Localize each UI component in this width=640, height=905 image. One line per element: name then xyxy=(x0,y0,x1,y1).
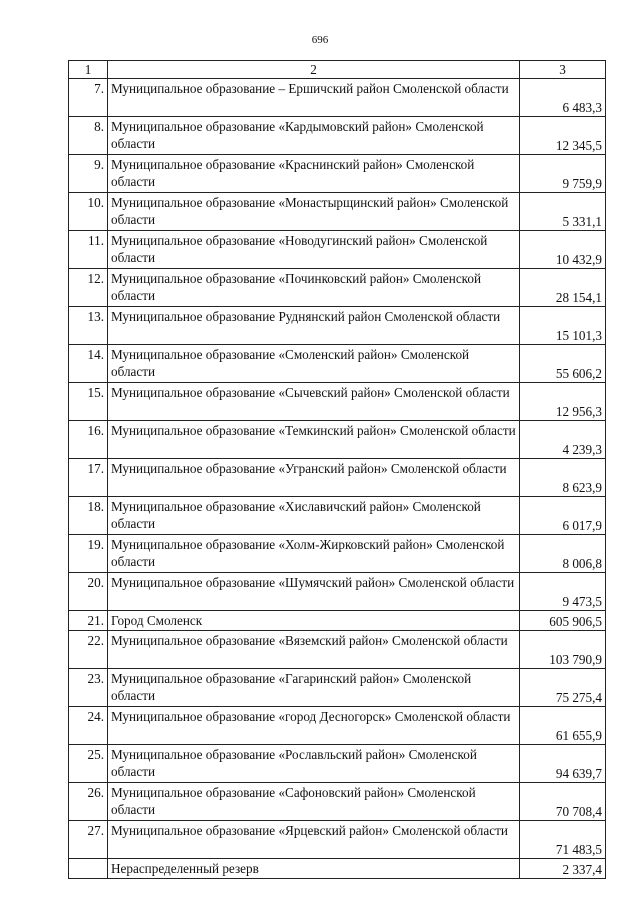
row-number: 22. xyxy=(69,631,108,669)
allocation-amount: 70 708,4 xyxy=(520,783,606,821)
municipality-name: Город Смоленск xyxy=(108,611,520,631)
allocation-amount: 605 906,5 xyxy=(520,611,606,631)
municipality-name: Муниципальное образование «Рославльский район» Смоленской области xyxy=(108,745,520,783)
table-row xyxy=(69,155,606,193)
row-number: 25. xyxy=(69,745,108,783)
table-row xyxy=(69,783,606,821)
row-number: 14. xyxy=(69,345,108,383)
row-number: 10. xyxy=(69,193,108,231)
row-number: 15. xyxy=(69,383,108,421)
table-row xyxy=(69,383,606,421)
municipality-name: Муниципальное образование «Хиславичский район» Смоленской области xyxy=(108,497,520,535)
row-number: 8. xyxy=(69,117,108,155)
allocation-amount: 4 239,3 xyxy=(520,421,606,459)
row-number: 20. xyxy=(69,573,108,611)
table-row xyxy=(69,573,606,611)
allocation-amount: 8 623,9 xyxy=(520,459,606,497)
allocation-amount: 75 275,4 xyxy=(520,669,606,707)
row-number: 16. xyxy=(69,421,108,459)
table-row xyxy=(69,611,606,631)
municipality-name: Муниципальное образование «Кардымовский район» Смоленской области xyxy=(108,117,520,155)
municipality-name: Муниципальное образование «Сафоновский район» Смоленской области xyxy=(108,783,520,821)
table-row xyxy=(69,231,606,269)
allocation-amount: 6 483,3 xyxy=(520,79,606,117)
row-number: 21. xyxy=(69,611,108,631)
row-number xyxy=(69,859,108,879)
allocation-amount: 55 606,2 xyxy=(520,345,606,383)
allocation-amount: 9 473,5 xyxy=(520,573,606,611)
row-number: 13. xyxy=(69,307,108,345)
header-cell-number: 1 xyxy=(69,61,108,79)
table-row xyxy=(69,669,606,707)
table-row xyxy=(69,269,606,307)
row-number: 11. xyxy=(69,231,108,269)
allocation-amount: 94 639,7 xyxy=(520,745,606,783)
municipality-name: Муниципальное образование «Холм-Жирковский район» Смоленской области xyxy=(108,535,520,573)
allocation-amount: 9 759,9 xyxy=(520,155,606,193)
allocation-table xyxy=(68,60,606,879)
allocation-amount: 12 345,5 xyxy=(520,117,606,155)
table-row xyxy=(69,117,606,155)
table-row xyxy=(69,421,606,459)
municipality-name: Муниципальное образование «Монастырщинский район» Смоленской области xyxy=(108,193,520,231)
table-row xyxy=(69,821,606,859)
allocation-amount: 6 017,9 xyxy=(520,497,606,535)
table-header-row xyxy=(69,61,606,79)
row-number: 18. xyxy=(69,497,108,535)
row-number: 27. xyxy=(69,821,108,859)
allocation-amount: 15 101,3 xyxy=(520,307,606,345)
municipality-name: Муниципальное образование «Краснинский район» Смоленской области xyxy=(108,155,520,193)
row-number: 19. xyxy=(69,535,108,573)
municipality-name: Муниципальное образование «Ярцевский район» Смоленской области xyxy=(108,821,520,859)
table-row xyxy=(69,193,606,231)
municipality-name: Муниципальное образование «город Десногорск» Смоленской области xyxy=(108,707,520,745)
row-number: 24. xyxy=(69,707,108,745)
row-number: 23. xyxy=(69,669,108,707)
row-number: 17. xyxy=(69,459,108,497)
municipality-name: Муниципальное образование «Гагаринский район» Смоленской области xyxy=(108,669,520,707)
table-row xyxy=(69,859,606,879)
municipality-name: Муниципальное образование «Новодугинский район» Смоленской области xyxy=(108,231,520,269)
table-row xyxy=(69,307,606,345)
allocation-amount: 61 655,9 xyxy=(520,707,606,745)
table-row xyxy=(69,497,606,535)
table-row xyxy=(69,79,606,117)
allocation-amount: 10 432,9 xyxy=(520,231,606,269)
municipality-name: Муниципальное образование «Шумячский район» Смоленской области xyxy=(108,573,520,611)
allocation-amount: 8 006,8 xyxy=(520,535,606,573)
table-row xyxy=(69,745,606,783)
municipality-name: Нераспределенный резерв xyxy=(108,859,520,879)
allocation-amount: 71 483,5 xyxy=(520,821,606,859)
allocation-amount: 2 337,4 xyxy=(520,859,606,879)
municipality-name: Муниципальное образование «Починковский район» Смоленской области xyxy=(108,269,520,307)
header-cell-name: 2 xyxy=(108,61,520,79)
table-row xyxy=(69,345,606,383)
municipality-name: Муниципальное образование «Угранский район» Смоленской области xyxy=(108,459,520,497)
table-row xyxy=(69,631,606,669)
allocation-amount: 5 331,1 xyxy=(520,193,606,231)
allocation-amount: 12 956,3 xyxy=(520,383,606,421)
table-row xyxy=(69,535,606,573)
row-number: 12. xyxy=(69,269,108,307)
allocation-amount: 28 154,1 xyxy=(520,269,606,307)
municipality-name: Муниципальное образование Руднянский район Смоленской области xyxy=(108,307,520,345)
table-row xyxy=(69,459,606,497)
table-row xyxy=(69,707,606,745)
municipality-name: Муниципальное образование «Темкинский район» Смоленской области xyxy=(108,421,520,459)
page-number: 696 xyxy=(311,34,329,46)
municipality-name: Муниципальное образование «Смоленский район» Смоленской области xyxy=(108,345,520,383)
allocation-amount: 103 790,9 xyxy=(520,631,606,669)
row-number: 9. xyxy=(69,155,108,193)
row-number: 7. xyxy=(69,79,108,117)
header-cell-value: 3 xyxy=(520,61,606,79)
municipality-name: Муниципальное образование – Ершичский район Смоленской области xyxy=(108,79,520,117)
row-number: 26. xyxy=(69,783,108,821)
municipality-name: Муниципальное образование «Вяземский район» Смоленской области xyxy=(108,631,520,669)
municipality-name: Муниципальное образование «Сычевский район» Смоленской области xyxy=(108,383,520,421)
